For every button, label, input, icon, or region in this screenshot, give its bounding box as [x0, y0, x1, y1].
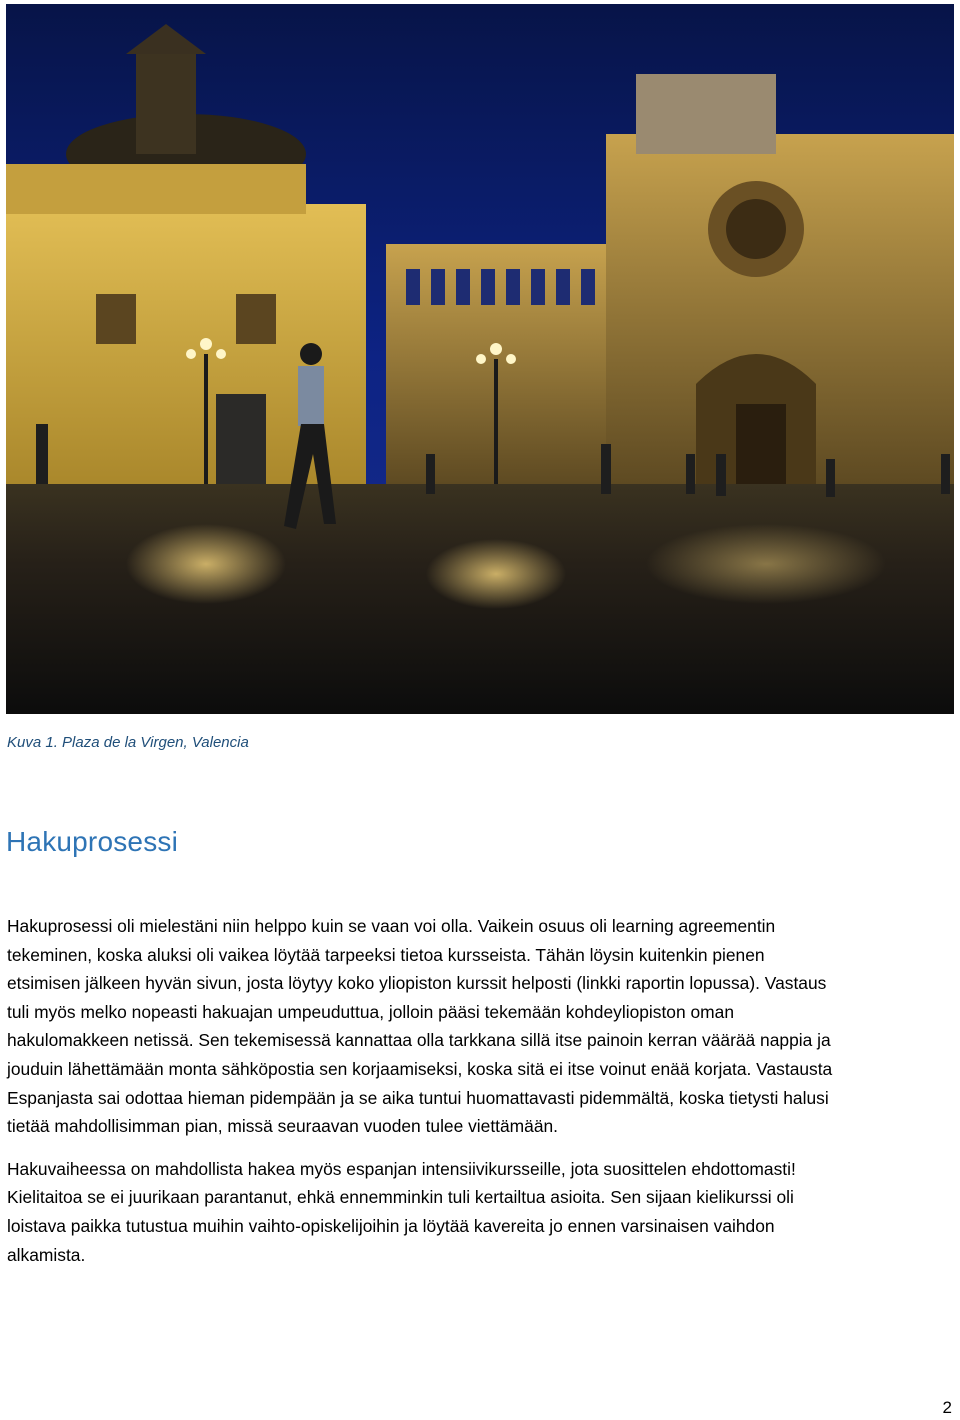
paragraph-2: [7, 1155, 951, 1269]
text-line: alkamista.: [7, 1244, 86, 1265]
text-line: Hakuprosessi oli mielestäni niin helppo kuin se vaan voi olla. Vaikein osuus oli learning agreementin: [7, 916, 776, 936]
plaza-night-illustration: [6, 4, 954, 714]
text-line: tietää mahdollisimman pian, missä seuraavan vuoden tulee viettämään.: [7, 1116, 559, 1137]
text-line: Espanjasta sai odottaa hieman pidempään ja se aika tuntui huomattavasti pidemmältä, koska tietysti halusi: [7, 1087, 829, 1108]
section-heading: Hakuprosessi: [6, 826, 179, 857]
figure-caption: Kuva 1. Plaza de la Virgen, Valencia: [7, 734, 249, 751]
text-line: Kielitaitoa se ei juurikaan parantanut, ehkä ennemminkin tuli kertailtua asioita. Sen sijaan kielikurssi oli: [7, 1187, 794, 1208]
text-line: tuli myös melko nopeasti hakuajan umpeuduttua, jolloin pääsi tekemään kohdeyliopiston oman: [7, 1001, 734, 1022]
text-line: jouduin lähettämään monta sähköpostia sen korjaamiseksi, koska sitä ei itse voinut enää korjata. Vastausta: [7, 1058, 833, 1079]
text-line: loistava paikka tutustua muihin vaihto-opiskelijoihin ja löytää kavereita jo ennen varsinaisen vaihdon: [7, 1215, 775, 1236]
section-body: [7, 912, 951, 1283]
page-number: 2: [942, 1398, 952, 1417]
text-line: Hakuvaiheessa on mahdollista hakea myös espanjan intensiivikursseille, jota suosittelen ehdottomasti!: [7, 1158, 796, 1179]
text-line: etsimisen jälkeen hyvän sivun, josta löytyy koko yliopiston kurssit helposti (linkki raportin lopussa). Vastaus: [7, 973, 827, 994]
paragraph-1: [7, 912, 951, 1141]
text-line: hakulomakkeen netissä. Sen tekemisessä kannattaa olla tarkkana sillä itse painoin kerran väärää nappia ja: [7, 1030, 831, 1051]
plaza-photo: [6, 4, 954, 714]
text-line: tekeminen, koska aluksi oli vaikea löytää tarpeeksi tietoa kursseista. Tähän löysin kuitenkin pienen: [7, 944, 765, 965]
